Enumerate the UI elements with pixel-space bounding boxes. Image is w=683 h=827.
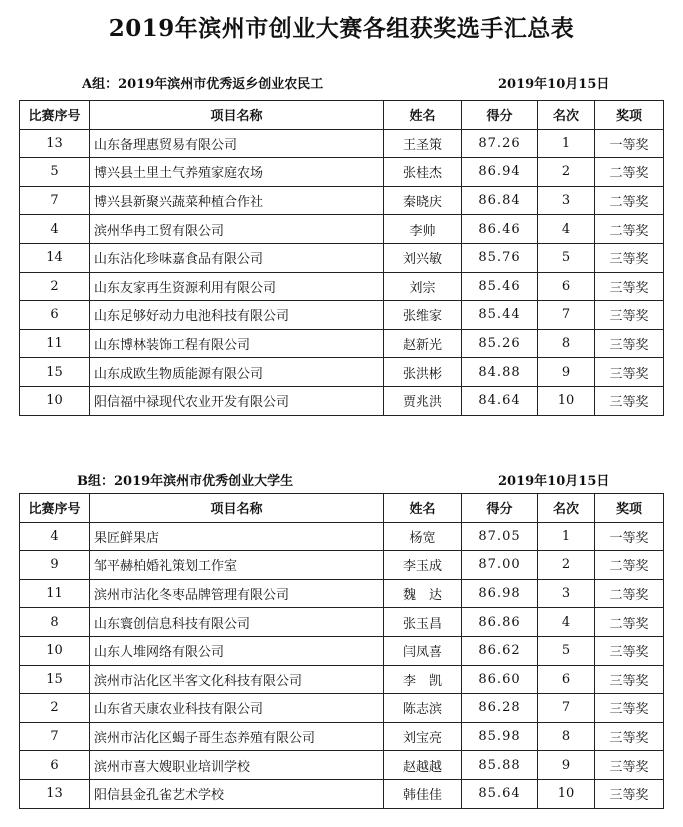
group-a-name: A组：2019年滨州市优秀返乡创业农民工 xyxy=(82,77,324,92)
table-row xyxy=(20,329,664,358)
cell-person: 李帅 xyxy=(384,215,462,244)
cell-score: 86.62 xyxy=(462,636,538,665)
column-header: 得分 xyxy=(462,101,538,130)
cell-project: 山东备理惠贸易有限公司 xyxy=(90,129,384,158)
cell-rank: 1 xyxy=(538,522,595,551)
cell-rank: 7 xyxy=(538,301,595,330)
table-row xyxy=(20,272,664,301)
cell-award: 三等奖 xyxy=(595,779,664,808)
cell-project: 山东友家再生资源利用有限公司 xyxy=(90,272,384,301)
cell-person: 李 凯 xyxy=(384,665,462,694)
cell-award: 三等奖 xyxy=(595,751,664,780)
cell-rank: 5 xyxy=(538,636,595,665)
table-row xyxy=(20,636,664,665)
table-header-row xyxy=(20,101,664,130)
cell-score: 86.98 xyxy=(462,579,538,608)
cell-rank: 3 xyxy=(538,186,595,215)
column-header: 名次 xyxy=(538,494,595,523)
cell-award: 二等奖 xyxy=(595,608,664,637)
cell-award: 三等奖 xyxy=(595,329,664,358)
cell-rank: 8 xyxy=(538,722,595,751)
table-row xyxy=(20,779,664,808)
cell-score: 87.05 xyxy=(462,522,538,551)
cell-seq: 2 xyxy=(20,694,90,723)
cell-rank: 9 xyxy=(538,358,595,387)
cell-person: 张桂杰 xyxy=(384,158,462,187)
cell-rank: 6 xyxy=(538,272,595,301)
column-header: 奖项 xyxy=(595,101,664,130)
cell-score: 86.94 xyxy=(462,158,538,187)
cell-person: 赵新光 xyxy=(384,329,462,358)
table-row xyxy=(20,665,664,694)
cell-award: 三等奖 xyxy=(595,694,664,723)
cell-score: 85.88 xyxy=(462,751,538,780)
cell-person: 杨宽 xyxy=(384,522,462,551)
cell-project: 阳信县金孔雀艺术学校 xyxy=(90,779,384,808)
group-b-date: 2019年10月15日 xyxy=(498,474,610,489)
cell-seq: 2 xyxy=(20,272,90,301)
table-row xyxy=(20,579,664,608)
cell-rank: 2 xyxy=(538,158,595,187)
column-header: 比赛序号 xyxy=(20,494,90,523)
cell-score: 84.88 xyxy=(462,358,538,387)
cell-project: 博兴县新聚兴蔬菜种植合作社 xyxy=(90,186,384,215)
column-header: 姓名 xyxy=(384,101,462,130)
column-header: 比赛序号 xyxy=(20,101,90,130)
table-row xyxy=(20,301,664,330)
cell-rank: 8 xyxy=(538,329,595,358)
cell-score: 84.64 xyxy=(462,386,538,415)
group-a-date: 2019年10月15日 xyxy=(498,77,610,92)
cell-seq: 4 xyxy=(20,522,90,551)
cell-seq: 9 xyxy=(20,551,90,580)
cell-project: 山东足够好动力电池科技有限公司 xyxy=(90,301,384,330)
cell-score: 87.26 xyxy=(462,129,538,158)
group-b-table xyxy=(19,493,664,809)
cell-seq: 11 xyxy=(20,579,90,608)
cell-person: 秦晓庆 xyxy=(384,186,462,215)
cell-person: 王圣策 xyxy=(384,129,462,158)
cell-score: 86.84 xyxy=(462,186,538,215)
cell-project: 滨州市沾化区半客文化科技有限公司 xyxy=(90,665,384,694)
group-b-header xyxy=(0,470,683,490)
table-row xyxy=(20,186,664,215)
column-header: 项目名称 xyxy=(90,101,384,130)
cell-seq: 6 xyxy=(20,751,90,780)
cell-award: 二等奖 xyxy=(595,551,664,580)
cell-rank: 3 xyxy=(538,579,595,608)
cell-person: 张玉昌 xyxy=(384,608,462,637)
cell-rank: 6 xyxy=(538,665,595,694)
cell-person: 刘兴敏 xyxy=(384,243,462,272)
column-header: 得分 xyxy=(462,494,538,523)
cell-person: 陈志滨 xyxy=(384,694,462,723)
cell-award: 二等奖 xyxy=(595,215,664,244)
cell-seq: 10 xyxy=(20,636,90,665)
group-a-table xyxy=(19,100,664,416)
cell-seq: 7 xyxy=(20,722,90,751)
cell-project: 山东博林装饰工程有限公司 xyxy=(90,329,384,358)
page-title: 2019年滨州市创业大赛各组获奖选手汇总表 xyxy=(108,15,575,42)
column-header: 项目名称 xyxy=(90,494,384,523)
cell-award: 三等奖 xyxy=(595,272,664,301)
cell-score: 85.46 xyxy=(462,272,538,301)
cell-score: 85.76 xyxy=(462,243,538,272)
cell-award: 二等奖 xyxy=(595,579,664,608)
cell-person: 贾兆洪 xyxy=(384,386,462,415)
table-row xyxy=(20,215,664,244)
cell-person: 刘宗 xyxy=(384,272,462,301)
cell-seq: 8 xyxy=(20,608,90,637)
cell-person: 张洪彬 xyxy=(384,358,462,387)
cell-score: 85.26 xyxy=(462,329,538,358)
cell-score: 85.64 xyxy=(462,779,538,808)
table-header-row xyxy=(20,494,664,523)
cell-seq: 13 xyxy=(20,129,90,158)
cell-award: 三等奖 xyxy=(595,665,664,694)
cell-award: 一等奖 xyxy=(595,522,664,551)
group-a-header xyxy=(0,73,683,93)
cell-person: 韩佳佳 xyxy=(384,779,462,808)
cell-award: 一等奖 xyxy=(595,129,664,158)
cell-project: 山东沾化珍味嘉食品有限公司 xyxy=(90,243,384,272)
cell-project: 滨州市喜大嫂职业培训学校 xyxy=(90,751,384,780)
table-row xyxy=(20,358,664,387)
cell-seq: 10 xyxy=(20,386,90,415)
cell-seq: 15 xyxy=(20,358,90,387)
cell-rank: 10 xyxy=(538,779,595,808)
table-row xyxy=(20,608,664,637)
cell-rank: 5 xyxy=(538,243,595,272)
cell-score: 85.44 xyxy=(462,301,538,330)
cell-seq: 14 xyxy=(20,243,90,272)
cell-project: 滨州市沾化区蝎子哥生态养殖有限公司 xyxy=(90,722,384,751)
table-row xyxy=(20,551,664,580)
table-row xyxy=(20,751,664,780)
cell-award: 三等奖 xyxy=(595,386,664,415)
cell-score: 86.46 xyxy=(462,215,538,244)
cell-project: 阳信福中禄现代农业开发有限公司 xyxy=(90,386,384,415)
cell-award: 二等奖 xyxy=(595,186,664,215)
cell-rank: 9 xyxy=(538,751,595,780)
table-row xyxy=(20,522,664,551)
cell-project: 山东成欧生物质能源有限公司 xyxy=(90,358,384,387)
cell-award: 二等奖 xyxy=(595,158,664,187)
cell-project: 滨州华冉工贸有限公司 xyxy=(90,215,384,244)
cell-score: 85.98 xyxy=(462,722,538,751)
cell-score: 87.00 xyxy=(462,551,538,580)
cell-project: 果匠鲜果店 xyxy=(90,522,384,551)
table-row xyxy=(20,386,664,415)
cell-seq: 13 xyxy=(20,779,90,808)
cell-score: 86.28 xyxy=(462,694,538,723)
cell-seq: 4 xyxy=(20,215,90,244)
cell-rank: 10 xyxy=(538,386,595,415)
table-row xyxy=(20,129,664,158)
cell-award: 三等奖 xyxy=(595,722,664,751)
group-b-name: B组：2019年滨州市优秀创业大学生 xyxy=(77,474,294,489)
cell-rank: 7 xyxy=(538,694,595,723)
cell-seq: 6 xyxy=(20,301,90,330)
column-header: 姓名 xyxy=(384,494,462,523)
cell-rank: 4 xyxy=(538,215,595,244)
cell-seq: 11 xyxy=(20,329,90,358)
cell-project: 山东人堆网络有限公司 xyxy=(90,636,384,665)
cell-seq: 5 xyxy=(20,158,90,187)
cell-person: 李玉成 xyxy=(384,551,462,580)
cell-rank: 4 xyxy=(538,608,595,637)
cell-score: 86.86 xyxy=(462,608,538,637)
table-row xyxy=(20,722,664,751)
cell-person: 赵越越 xyxy=(384,751,462,780)
cell-person: 刘宝亮 xyxy=(384,722,462,751)
column-header: 奖项 xyxy=(595,494,664,523)
cell-project: 山东省天康农业科技有限公司 xyxy=(90,694,384,723)
cell-person: 张维家 xyxy=(384,301,462,330)
cell-rank: 2 xyxy=(538,551,595,580)
cell-rank: 1 xyxy=(538,129,595,158)
table-row xyxy=(20,694,664,723)
cell-award: 三等奖 xyxy=(595,243,664,272)
cell-project: 博兴县土里土气养殖家庭农场 xyxy=(90,158,384,187)
table-row xyxy=(20,158,664,187)
cell-award: 三等奖 xyxy=(595,358,664,387)
cell-project: 滨州市沾化冬枣品牌管理有限公司 xyxy=(90,579,384,608)
cell-award: 三等奖 xyxy=(595,636,664,665)
cell-project: 山东寰创信息科技有限公司 xyxy=(90,608,384,637)
cell-score: 86.60 xyxy=(462,665,538,694)
cell-award: 三等奖 xyxy=(595,301,664,330)
column-header: 名次 xyxy=(538,101,595,130)
cell-project: 邹平赫柏婚礼策划工作室 xyxy=(90,551,384,580)
cell-seq: 7 xyxy=(20,186,90,215)
table-row xyxy=(20,243,664,272)
cell-person: 闫凤喜 xyxy=(384,636,462,665)
cell-person: 魏 达 xyxy=(384,579,462,608)
cell-seq: 15 xyxy=(20,665,90,694)
